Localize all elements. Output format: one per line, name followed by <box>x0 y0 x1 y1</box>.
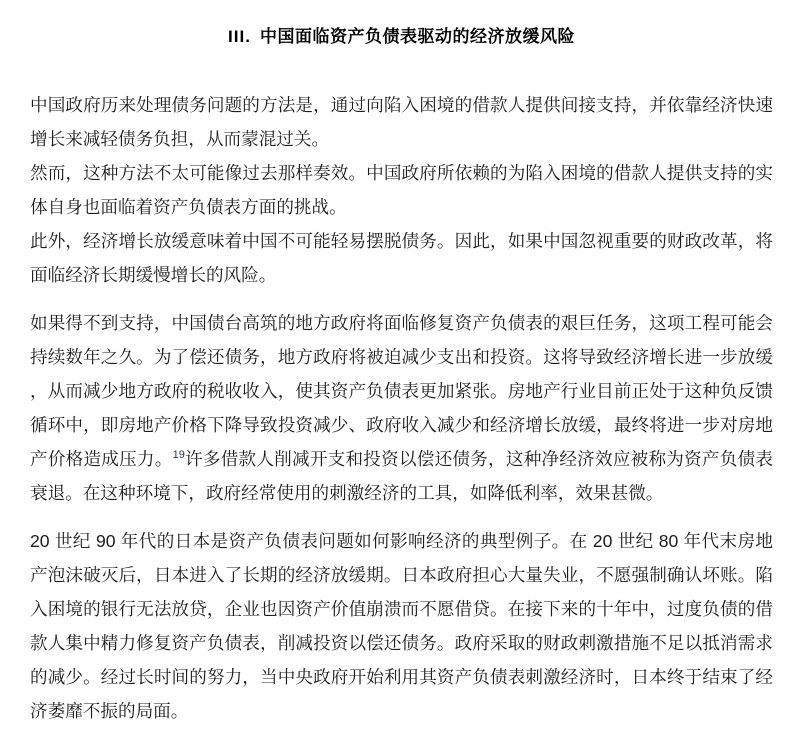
paragraph-1: 中国政府历来处理债务问题的方法是，通过向陷入困境的借款人提供间接支持，并依靠经济快速增长来减轻债务负担，从而蒙混过关。 <box>30 95 773 149</box>
paragraph-4-text-continued: 许多借款人削减开支和投资以偿还债务，这种净经济效应被称为资产负债表衰退。在这种环境下，政府经常使用的刺激经济的工具，如降低利率，效果甚微。 <box>30 449 773 503</box>
section-title <box>30 26 773 48</box>
footnote-reference-19[interactable]: 19 <box>172 449 185 462</box>
paragraph-4 <box>30 306 773 510</box>
document-body <box>30 88 773 728</box>
paragraph-3: 此外，经济增长放缓意味着中国不可能轻易摆脱债务。因此，如果中国忽视重要的财政改革，将面临经济长期缓慢增长的风险。 <box>30 231 773 285</box>
paragraph-4-text: 如果得不到支持，中国债台高筑的地方政府将面临修复资产负债表的艰巨任务，这项工程可能会持续数年之久。为了偿还债务，地方政府将被迫减少支出和投资。这将导致经济增长进一步放缓，从而减少地方政府的税收收入，使其资产负债表更加紧张。房地产行业目前正处于这种负反馈循环中，即房地产价格下降导致投资减少、政府收入减少和经济增长放缓，最终将进一步对房地产价格造成压力。 <box>30 313 773 469</box>
section-number: III. <box>228 27 251 46</box>
paragraph-2: 然而，这种方法不太可能像过去那样奏效。中国政府所依赖的为陷入困境的借款人提供支持的实体自身也面临着资产负债表方面的挑战。 <box>30 163 773 217</box>
section-title-text: 中国面临资产负债表驱动的经济放缓风险 <box>259 27 575 46</box>
paragraph-5: 20 世纪 90 年代的日本是资产负债表问题如何影响经济的典型例子。在 20 世纪 80 年代末房地产泡沫破灭后，日本进入了长期的经济放缓期。日本政府担心大量失业，不愿强制确认坏账。陷入困境的银行无法放贷，企业也因资产价值崩溃而不愿借贷。在接下来的十年中，过度负债的借款人集中精力修复资产负债表，削减投资以偿还债务。政府采取的财政刺激措施不足以抵消需求的减少。经过长时间的努力，当中央政府开始利用其资产负债表刺激经济时，日本终于结束了经济萎靡不振的局面。 <box>30 531 773 721</box>
